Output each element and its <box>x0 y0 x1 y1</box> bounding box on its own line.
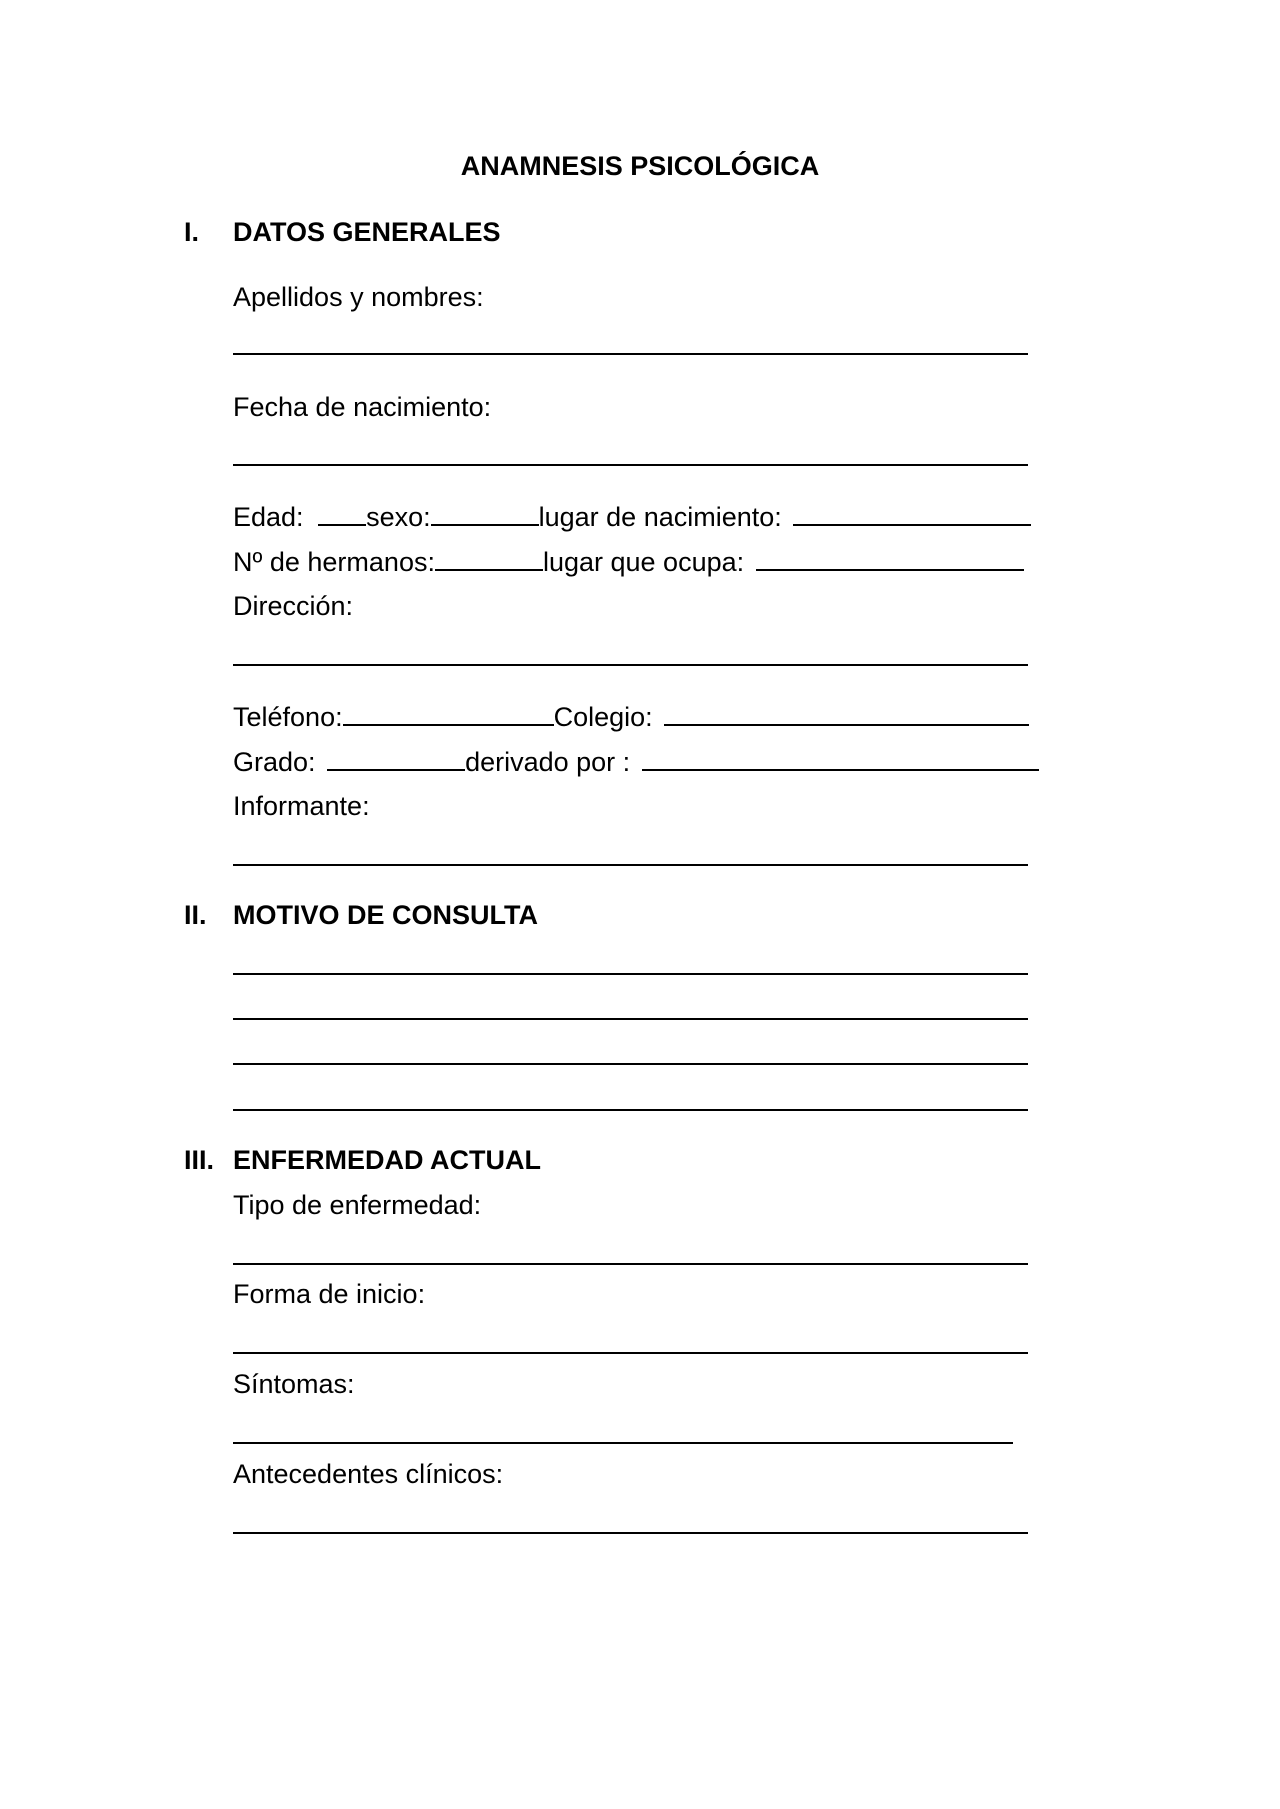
hermanos-field[interactable] <box>435 545 543 571</box>
forma-inicio-field[interactable] <box>233 1352 1028 1354</box>
motivo-line-3[interactable] <box>233 1063 1028 1065</box>
hermanos-label: Nº de hermanos: <box>233 547 435 577</box>
section-1-heading: DATOS GENERALES <box>233 217 501 247</box>
telefono-field[interactable] <box>343 700 554 726</box>
lugar-ocupa-field[interactable] <box>756 545 1024 571</box>
section-3-numeral: III. <box>184 1145 215 1175</box>
direccion-field[interactable] <box>233 664 1028 666</box>
lugar-nacimiento-label: lugar de nacimiento: <box>538 502 782 532</box>
sexo-label: sexo: <box>366 502 431 532</box>
section-1-numeral: I. <box>184 217 200 247</box>
edad-row <box>233 500 1031 533</box>
tipo-enfermedad-label: Tipo de enfermedad: <box>233 1190 482 1220</box>
direccion-label: Dirección: <box>233 591 354 621</box>
edad-field[interactable] <box>318 500 366 526</box>
telefono-label: Teléfono: <box>233 702 343 732</box>
antecedentes-label: Antecedentes clínicos: <box>233 1459 504 1489</box>
edad-label: Edad: <box>233 502 304 532</box>
informante-label: Informante: <box>233 791 370 821</box>
section-2-numeral: II. <box>184 900 207 930</box>
grado-label: Grado: <box>233 747 316 777</box>
motivo-line-1[interactable] <box>233 973 1028 975</box>
derivado-field[interactable] <box>642 745 1039 771</box>
telefono-row <box>233 700 1029 733</box>
grado-row <box>233 745 1039 778</box>
section-3-heading: ENFERMEDAD ACTUAL <box>233 1145 541 1175</box>
apellidos-label: Apellidos y nombres: <box>233 282 484 312</box>
sintomas-field[interactable] <box>233 1442 1013 1444</box>
grado-field[interactable] <box>327 745 465 771</box>
lugar-nacimiento-field[interactable] <box>793 500 1031 526</box>
colegio-label: Colegio: <box>553 702 653 732</box>
sintomas-label: Síntomas: <box>233 1369 355 1399</box>
antecedentes-field[interactable] <box>233 1532 1028 1534</box>
motivo-line-2[interactable] <box>233 1018 1028 1020</box>
forma-inicio-label: Forma de inicio: <box>233 1279 426 1309</box>
informante-field[interactable] <box>233 864 1028 866</box>
colegio-field[interactable] <box>664 700 1029 726</box>
fecha-nacimiento-field[interactable] <box>233 464 1028 466</box>
motivo-line-4[interactable] <box>233 1109 1028 1111</box>
lugar-ocupa-label: lugar que ocupa: <box>542 547 745 577</box>
section-2-heading: MOTIVO DE CONSULTA <box>233 900 538 930</box>
sexo-field[interactable] <box>431 500 539 526</box>
apellidos-field[interactable] <box>233 353 1028 355</box>
fecha-nacimiento-label: Fecha de nacimiento: <box>233 392 492 422</box>
tipo-enfermedad-field[interactable] <box>233 1263 1028 1265</box>
hermanos-row <box>233 545 1024 578</box>
page-title: ANAMNESIS PSICOLÓGICA <box>460 151 820 181</box>
derivado-label: derivado por : <box>465 747 631 777</box>
